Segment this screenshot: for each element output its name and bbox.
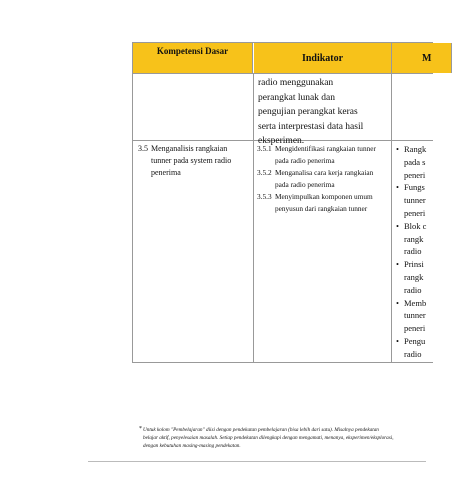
list-item: 3.5.2 Menganalisa cara kerja rangkaian pada radio penerima xyxy=(257,168,374,189)
row-divider xyxy=(133,362,433,363)
bullet-icon: • xyxy=(396,335,399,346)
header-materi: M xyxy=(392,43,452,73)
bullet-icon: • xyxy=(396,182,399,193)
header-indikator: Indikator xyxy=(254,43,392,73)
list-item: • Rangk pada s peneri xyxy=(396,144,427,180)
footnote: * Untuk kolom "Pembelajaran" diisi dengan pendekatan pembelajaran (bisa lebih dari satu). Misalnya pendekatan belajar aktif, penyelesaian masalah. Setiap pendekatan dilengkapi dengan mengamati, menanya, eksperimen/eksplorasi, dengan kebutuhan masing-masing pendekatan. xyxy=(139,426,394,449)
column-divider xyxy=(391,73,392,363)
materi-list xyxy=(396,143,456,361)
indicator-list xyxy=(257,143,390,215)
row-divider xyxy=(133,73,433,74)
bullet-icon: • xyxy=(396,259,399,270)
indicator-continuation: radio menggunakan perangkat lunak dan pengujian perangkat keras serta interprestasi data hasil eksperimen. xyxy=(258,78,364,146)
column-divider xyxy=(253,73,254,363)
bullet-icon: • xyxy=(396,144,399,154)
list-item: • Pengu radio xyxy=(396,335,426,359)
header-kompetensi-dasar: Kompetensi Dasar xyxy=(133,43,253,73)
kd-cell: 3.5 Menganalisis rangkaian tunner pada system radio penerima xyxy=(138,144,232,177)
bullet-icon: • xyxy=(396,220,399,231)
list-item: 3.5.3 Menyimpulkan komponen umum penyusun dari rangkaian tunner xyxy=(257,192,373,213)
list-item: • Blok c rangk radio xyxy=(396,220,427,257)
list-item: • Memb tunner peneri xyxy=(396,297,427,334)
list-item: • Prinsi rangk radio xyxy=(396,259,424,295)
list-item: • Fungs tunner peneri xyxy=(396,182,426,218)
list-item: 3.5.1 Mengidentifikasi rangkaian tunner pada radio penerima xyxy=(257,144,376,165)
bullet-icon: • xyxy=(396,297,399,308)
footer-divider xyxy=(88,461,426,462)
competency-table xyxy=(132,42,433,363)
